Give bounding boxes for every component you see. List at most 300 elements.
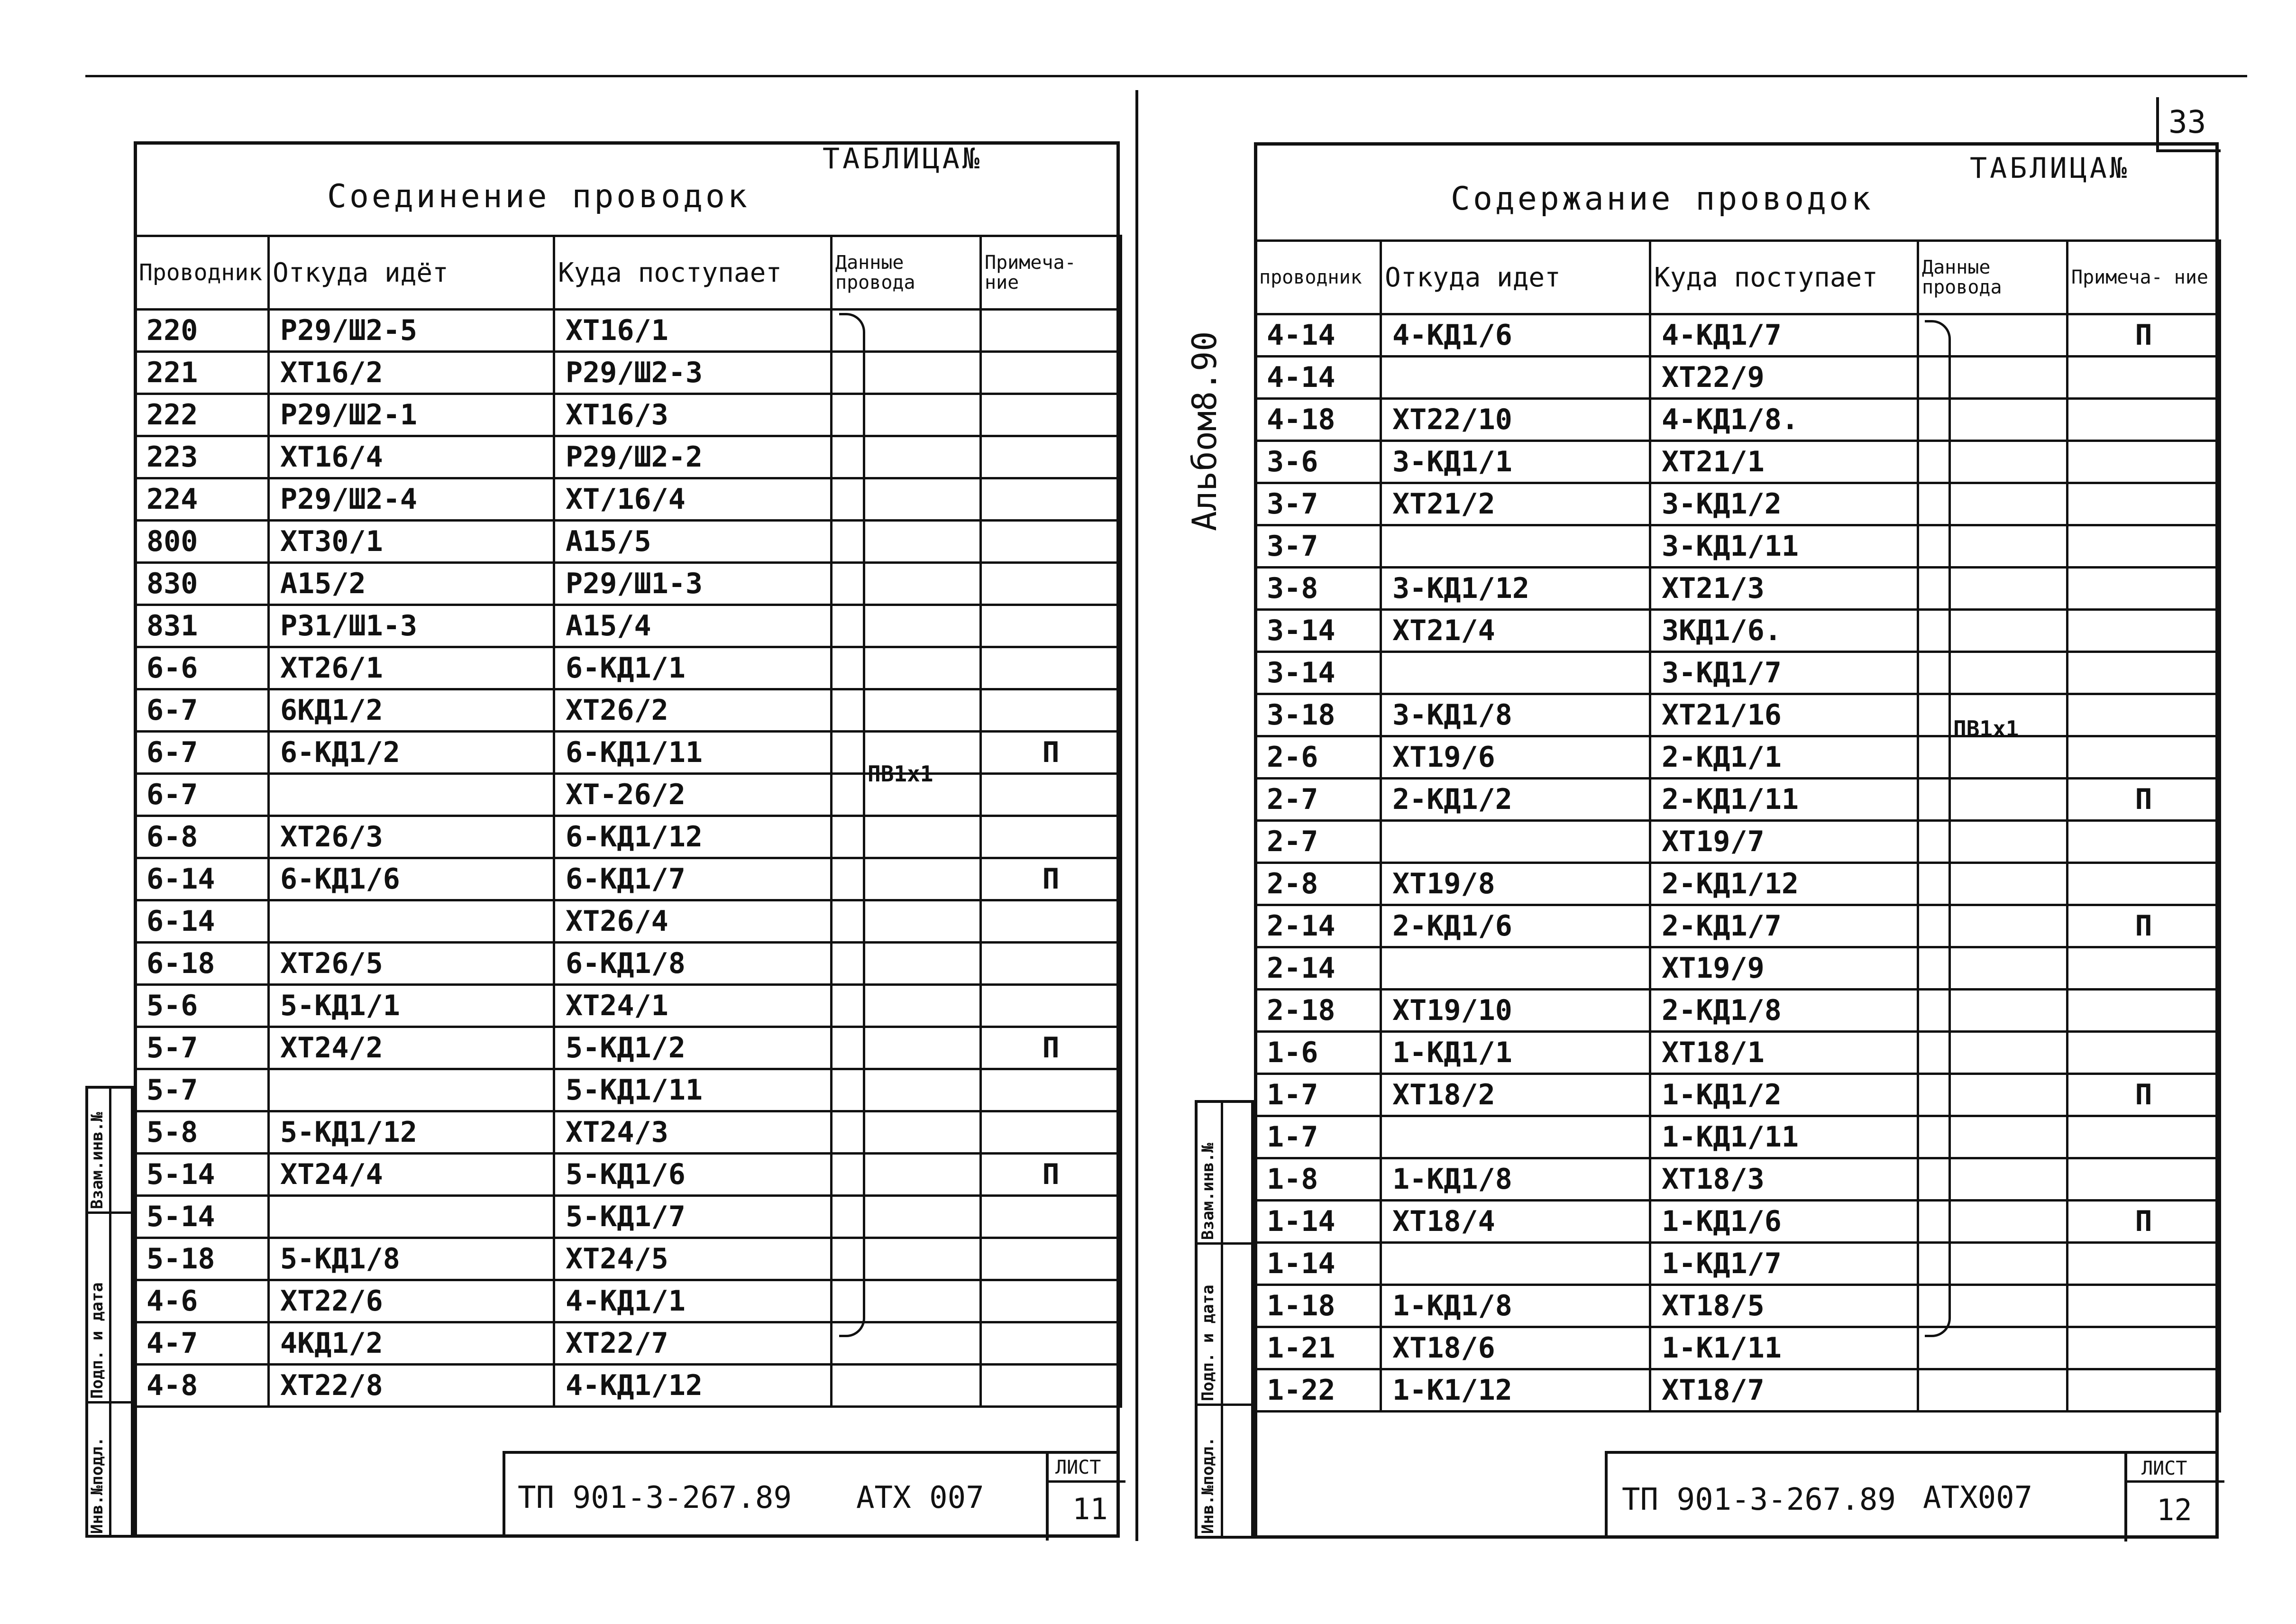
cell-to: ХТ19/9 [1650, 947, 1918, 990]
cell-wire: 6-8 [135, 816, 269, 858]
cell-wire: 6-7 [135, 774, 269, 816]
table-row [135, 1111, 1121, 1154]
cell-note [981, 521, 1121, 563]
table-row [135, 1365, 1121, 1407]
table-row [1255, 1032, 2220, 1074]
table-row [135, 732, 1121, 774]
cell-wire: 800 [135, 521, 269, 563]
cell-note [2067, 399, 2220, 441]
cell-to: 6-КД1/1 [554, 647, 832, 689]
cell-to: 6-КД1/12 [554, 816, 832, 858]
cell-wire: 2-14 [1255, 947, 1381, 990]
cell-from: А15/2 [269, 563, 554, 605]
cell-wire: 6-18 [135, 943, 269, 985]
cell-wire: 2-14 [1255, 905, 1381, 947]
cell-to: 4-КД1/7 [1650, 314, 1918, 357]
table-row [135, 1196, 1121, 1238]
cell-note [2067, 483, 2220, 525]
table-row [135, 310, 1121, 352]
cell-wire: 222 [135, 394, 269, 436]
cell-wire: 3-18 [1255, 694, 1381, 736]
cell-note [981, 478, 1121, 521]
table-row [135, 647, 1121, 689]
cell-from: ХТ26/5 [269, 943, 554, 985]
cell-note [981, 605, 1121, 647]
cell-to: ХТ16/3 [554, 394, 832, 436]
cell-from: ХТ19/8 [1381, 863, 1650, 905]
cell-to: 2-КД1/8 [1650, 990, 1918, 1032]
cell-from [1381, 821, 1650, 863]
cell-wire: 6-14 [135, 900, 269, 943]
cell-from: Р29/Ш2-5 [269, 310, 554, 352]
cell-note [981, 436, 1121, 478]
cell-wire: 1-21 [1255, 1327, 1381, 1369]
cell-wire: 2-8 [1255, 863, 1381, 905]
table-row [1255, 652, 2220, 694]
cell-from [1381, 525, 1650, 568]
cell-from: ХТ18/6 [1381, 1327, 1650, 1369]
cell-from: 1-К1/12 [1381, 1369, 1650, 1412]
cell-note [2067, 863, 2220, 905]
cell-wire: 1-14 [1255, 1201, 1381, 1243]
cell-from: ХТ18/4 [1381, 1201, 1650, 1243]
cell-to: 6-КД1/11 [554, 732, 832, 774]
stamp-sheet-label: ЛИСТ [2141, 1458, 2187, 1479]
cell-note [981, 985, 1121, 1027]
cell-from: ХТ30/1 [269, 521, 554, 563]
page-number: 33 [2168, 104, 2206, 140]
cell-note [2067, 821, 2220, 863]
cell-to: 2-КД1/12 [1650, 863, 1918, 905]
cell-to: 3-КД1/2 [1650, 483, 1918, 525]
table-row [135, 689, 1121, 732]
cell-from: ХТ21/2 [1381, 483, 1650, 525]
cell-to: ХТ22/7 [554, 1322, 832, 1365]
cell-to: 3-КД1/7 [1650, 652, 1918, 694]
table-row [1255, 990, 2220, 1032]
table-row [1255, 1285, 2220, 1327]
cell-from: ХТ26/3 [269, 816, 554, 858]
table-row [135, 774, 1121, 816]
cell-to: ХТ19/7 [1650, 821, 1918, 863]
col-header-to: Куда поступает [1650, 241, 1918, 314]
cell-note [2067, 694, 2220, 736]
col-header-note: Примеча- ние [2067, 241, 2220, 314]
cell-to: ХТ/16/4 [554, 478, 832, 521]
cell-to: 1-КД1/2 [1650, 1074, 1918, 1116]
cell-note [981, 900, 1121, 943]
cell-wire: 221 [135, 352, 269, 394]
cell-to: ХТ21/1 [1650, 441, 1918, 483]
cell-wire: 220 [135, 310, 269, 352]
cell-to: 4-КД1/8. [1650, 399, 1918, 441]
cell-from [269, 774, 554, 816]
cell-wire-data [832, 1365, 981, 1407]
cell-wire: 3-6 [1255, 441, 1381, 483]
cell-from: 6-КД1/6 [269, 858, 554, 900]
right-sheet-title: Содержание проводок [1451, 180, 1874, 218]
cell-from [269, 1196, 554, 1238]
table-row [135, 605, 1121, 647]
cell-to: ХТ18/7 [1650, 1369, 1918, 1412]
cell-wire: 6-6 [135, 647, 269, 689]
cell-from: Р31/Ш1-3 [269, 605, 554, 647]
margin-stamp-sign: Подп. и дата [88, 1282, 107, 1399]
cell-note [2067, 1369, 2220, 1412]
cell-note [981, 563, 1121, 605]
right-wire-spec: ПВ1x1 [1953, 716, 2019, 742]
table-row [135, 563, 1121, 605]
cell-from: ХТ21/4 [1381, 610, 1650, 652]
col-header-wire: Проводник [135, 236, 269, 310]
cell-from: 5-КД1/8 [269, 1238, 554, 1280]
cell-from: ХТ19/6 [1381, 736, 1650, 779]
cell-wire: 1-22 [1255, 1369, 1381, 1412]
cell-note [981, 689, 1121, 732]
cell-to: 4-КД1/12 [554, 1365, 832, 1407]
table-row [1255, 1074, 2220, 1116]
cell-from: ХТ22/10 [1381, 399, 1650, 441]
cell-note: П [981, 732, 1121, 774]
cell-wire: 3-14 [1255, 610, 1381, 652]
cell-to: А15/5 [554, 521, 832, 563]
table-row [135, 352, 1121, 394]
table-row [135, 900, 1121, 943]
stamp-doc-code: АТХ 007 [856, 1480, 984, 1515]
cell-wire: 2-7 [1255, 821, 1381, 863]
cell-note: П [2067, 1201, 2220, 1243]
col-header-wire: проводник [1255, 241, 1381, 314]
cell-note [981, 1069, 1121, 1111]
margin-stamp-inv: Инв.№подл. [88, 1437, 107, 1534]
cell-to: 1-КД1/7 [1650, 1243, 1918, 1285]
cell-note [2067, 1116, 2220, 1158]
cell-to: ХТ21/16 [1650, 694, 1918, 736]
cell-note [981, 943, 1121, 985]
cell-to: 5-КД1/11 [554, 1069, 832, 1111]
cell-from: 3-КД1/12 [1381, 568, 1650, 610]
cell-from: 3-КД1/1 [1381, 441, 1650, 483]
right-wire-brace [1925, 320, 1951, 1337]
cell-note [2067, 525, 2220, 568]
cell-to: Р29/Ш2-3 [554, 352, 832, 394]
table-row [135, 1027, 1121, 1069]
cell-from [269, 900, 554, 943]
table-row [1255, 736, 2220, 779]
table-row [1255, 1201, 2220, 1243]
cell-from: ХТ16/4 [269, 436, 554, 478]
margin-stamp-replace: Взам.инв.№ [88, 1112, 107, 1209]
cell-note [2067, 568, 2220, 610]
cell-note [2067, 736, 2220, 779]
cell-note: П [981, 1154, 1121, 1196]
cell-to: ХТ22/9 [1650, 357, 1918, 399]
cell-to: 5-КД1/7 [554, 1196, 832, 1238]
left-wire-table [134, 235, 1122, 1408]
cell-from: ХТ26/1 [269, 647, 554, 689]
cell-wire: 4-18 [1255, 399, 1381, 441]
stamp-sheet-number: 12 [2157, 1493, 2192, 1527]
cell-to: 5-КД1/6 [554, 1154, 832, 1196]
cell-wire: 2-7 [1255, 779, 1381, 821]
col-header-from: Откуда идет [1381, 241, 1650, 314]
cell-to: А15/4 [554, 605, 832, 647]
right-title-stamp [1605, 1451, 2219, 1539]
stamp-doc-code: АТХ007 [1923, 1480, 2033, 1515]
left-title-stamp [503, 1451, 1120, 1538]
cell-note [2067, 652, 2220, 694]
stamp-sheet-label: ЛИСТ [1055, 1457, 1101, 1478]
table-row [1255, 821, 2220, 863]
margin-stamp-sign: Подп. и дата [1198, 1285, 1217, 1401]
cell-note: П [981, 858, 1121, 900]
cell-wire: 1-18 [1255, 1285, 1381, 1327]
cell-wire: 3-14 [1255, 652, 1381, 694]
cell-wire: 3-7 [1255, 525, 1381, 568]
cell-to: 1-К1/11 [1650, 1327, 1918, 1369]
cell-to: ХТ-26/2 [554, 774, 832, 816]
cell-to: ХТ21/3 [1650, 568, 1918, 610]
cell-to: ХТ24/1 [554, 985, 832, 1027]
table-row [1255, 314, 2220, 357]
cell-note [2067, 1158, 2220, 1201]
cell-note: П [2067, 779, 2220, 821]
cell-wire: 2-6 [1255, 736, 1381, 779]
cell-note [981, 1196, 1121, 1238]
right-wire-table [1254, 239, 2221, 1413]
cell-from: 1-КД1/1 [1381, 1032, 1650, 1074]
cell-from: Р29/Ш2-1 [269, 394, 554, 436]
cell-wire-data [1918, 1369, 2067, 1412]
table-row [135, 436, 1121, 478]
cell-from: 4КД1/2 [269, 1322, 554, 1365]
cell-from: ХТ22/6 [269, 1280, 554, 1322]
cell-wire: 4-14 [1255, 357, 1381, 399]
table-row [1255, 863, 2220, 905]
top-edge-line [85, 75, 2247, 77]
cell-note: П [981, 1027, 1121, 1069]
table-row [135, 1322, 1121, 1365]
table-header-row [135, 236, 1121, 310]
cell-from: 1-КД1/8 [1381, 1285, 1650, 1327]
cell-note [2067, 947, 2220, 990]
cell-wire: 6-14 [135, 858, 269, 900]
cell-to: 2-КД1/1 [1650, 736, 1918, 779]
cell-from: ХТ19/10 [1381, 990, 1650, 1032]
cell-to: Р29/Ш2-2 [554, 436, 832, 478]
table-row [1255, 399, 2220, 441]
cell-to: ХТ18/5 [1650, 1285, 1918, 1327]
cell-from: 6КД1/2 [269, 689, 554, 732]
cell-from [1381, 652, 1650, 694]
cell-note: П [2067, 314, 2220, 357]
cell-wire: 5-18 [135, 1238, 269, 1280]
cell-note [981, 1280, 1121, 1322]
cell-from: ХТ24/4 [269, 1154, 554, 1196]
margin-stamp-inv: Инв.№подл. [1198, 1437, 1217, 1534]
col-header-from: Откуда идёт [269, 236, 554, 310]
cell-note [981, 816, 1121, 858]
cell-to: 2-КД1/11 [1650, 779, 1918, 821]
cell-note [981, 352, 1121, 394]
cell-from [1381, 357, 1650, 399]
album-label: Альбом8.90 [1185, 331, 1224, 531]
col-header-wire-data: Данные провода [1918, 241, 2067, 314]
col-header-note: Примеча- ние [981, 236, 1121, 310]
cell-from [1381, 1243, 1650, 1285]
cell-wire: 4-7 [135, 1322, 269, 1365]
table-row [135, 478, 1121, 521]
stamp-sheet-cell [1046, 1454, 1125, 1541]
cell-wire: 5-6 [135, 985, 269, 1027]
cell-note [2067, 610, 2220, 652]
table-row [135, 394, 1121, 436]
table-row [135, 1238, 1121, 1280]
cell-to: 6-КД1/8 [554, 943, 832, 985]
cell-wire: 5-7 [135, 1069, 269, 1111]
cell-to: 5-КД1/2 [554, 1027, 832, 1069]
cell-from: 5-КД1/1 [269, 985, 554, 1027]
margin-stamp-replace: Взам.инв.№ [1198, 1143, 1217, 1240]
cell-wire: 5-14 [135, 1196, 269, 1238]
table-row [1255, 779, 2220, 821]
stamp-sheet-number: 11 [1072, 1492, 1108, 1526]
cell-note [2067, 357, 2220, 399]
cell-wire: 4-14 [1255, 314, 1381, 357]
table-row [1255, 1327, 2220, 1369]
cell-from: 1-КД1/8 [1381, 1158, 1650, 1201]
cell-note [981, 774, 1121, 816]
table-row [135, 943, 1121, 985]
cell-wire: 1-7 [1255, 1074, 1381, 1116]
cell-wire: 830 [135, 563, 269, 605]
right-table-label: ТАБЛИЦА№ [1970, 152, 2130, 185]
cell-from: 6-КД1/2 [269, 732, 554, 774]
cell-from [1381, 1116, 1650, 1158]
cell-note [981, 310, 1121, 352]
table-row [1255, 610, 2220, 652]
cell-from: 3-КД1/8 [1381, 694, 1650, 736]
table-row [135, 985, 1121, 1027]
cell-to: 3-КД1/11 [1650, 525, 1918, 568]
cell-wire: 1-7 [1255, 1116, 1381, 1158]
table-row [1255, 1369, 2220, 1412]
table-row [135, 1280, 1121, 1322]
cell-from: ХТ16/2 [269, 352, 554, 394]
cell-note [2067, 441, 2220, 483]
cell-from: 5-КД1/12 [269, 1111, 554, 1154]
cell-note [2067, 1327, 2220, 1369]
cell-from: Р29/Ш2-4 [269, 478, 554, 521]
col-header-to: Куда поступает [554, 236, 832, 310]
table-row [1255, 1158, 2220, 1201]
cell-from: 2-КД1/2 [1381, 779, 1650, 821]
cell-wire: 224 [135, 478, 269, 521]
cell-to: ХТ18/1 [1650, 1032, 1918, 1074]
cell-to: ХТ24/5 [554, 1238, 832, 1280]
table-row [135, 1154, 1121, 1196]
cell-wire: 223 [135, 436, 269, 478]
table-row [1255, 1243, 2220, 1285]
table-row [1255, 525, 2220, 568]
left-wire-spec: ПВ1x1 [868, 761, 933, 787]
cell-wire: 5-8 [135, 1111, 269, 1154]
table-row [1255, 905, 2220, 947]
center-fold-line [1135, 90, 1138, 1541]
cell-to: ХТ18/3 [1650, 1158, 1918, 1201]
cell-to: ХТ26/2 [554, 689, 832, 732]
table-row [135, 521, 1121, 563]
cell-wire: 4-8 [135, 1365, 269, 1407]
cell-from [269, 1069, 554, 1111]
col-header-wire-data: Данные провода [832, 236, 981, 310]
cell-wire: 2-18 [1255, 990, 1381, 1032]
left-wire-brace [839, 313, 865, 1337]
cell-from [1381, 947, 1650, 990]
cell-to: 3КД1/6. [1650, 610, 1918, 652]
stamp-doc-number: ТП 901-3-267.89 [518, 1480, 792, 1515]
stamp-sheet-cell [2124, 1454, 2224, 1541]
table-row [135, 1069, 1121, 1111]
left-sheet-title: Соединение проводок [327, 178, 750, 215]
table-row [1255, 694, 2220, 736]
cell-note: П [2067, 1074, 2220, 1116]
cell-from: 2-КД1/6 [1381, 905, 1650, 947]
cell-wire: 1-6 [1255, 1032, 1381, 1074]
cell-wire: 6-7 [135, 732, 269, 774]
cell-note: П [2067, 905, 2220, 947]
cell-wire: 3-8 [1255, 568, 1381, 610]
table-row [1255, 1116, 2220, 1158]
cell-wire: 6-7 [135, 689, 269, 732]
cell-to: ХТ26/4 [554, 900, 832, 943]
cell-from: ХТ18/2 [1381, 1074, 1650, 1116]
cell-wire: 5-14 [135, 1154, 269, 1196]
table-row [1255, 483, 2220, 525]
cell-note [981, 647, 1121, 689]
table-row [135, 816, 1121, 858]
cell-to: 1-КД1/11 [1650, 1116, 1918, 1158]
table-row [135, 858, 1121, 900]
cell-wire: 3-7 [1255, 483, 1381, 525]
cell-wire: 831 [135, 605, 269, 647]
table-row [1255, 568, 2220, 610]
cell-wire: 1-8 [1255, 1158, 1381, 1201]
cell-from: ХТ22/8 [269, 1365, 554, 1407]
cell-from: ХТ24/2 [269, 1027, 554, 1069]
cell-to: 2-КД1/7 [1650, 905, 1918, 947]
cell-wire: 5-7 [135, 1027, 269, 1069]
cell-to: 6-КД1/7 [554, 858, 832, 900]
cell-to: 1-КД1/6 [1650, 1201, 1918, 1243]
cell-note [2067, 1243, 2220, 1285]
cell-to: ХТ16/1 [554, 310, 832, 352]
cell-note [981, 1365, 1121, 1407]
cell-wire: 4-6 [135, 1280, 269, 1322]
table-row [1255, 947, 2220, 990]
table-row [1255, 441, 2220, 483]
cell-note [981, 1111, 1121, 1154]
table-header-row [1255, 241, 2220, 314]
stamp-doc-number: ТП 901-3-267.89 [1622, 1482, 1896, 1517]
table-row [1255, 357, 2220, 399]
cell-note [2067, 1032, 2220, 1074]
cell-note [2067, 1285, 2220, 1327]
cell-note [981, 1238, 1121, 1280]
cell-to: 4-КД1/1 [554, 1280, 832, 1322]
cell-note [2067, 990, 2220, 1032]
left-table-label: ТАБЛИЦА№ [823, 142, 982, 175]
